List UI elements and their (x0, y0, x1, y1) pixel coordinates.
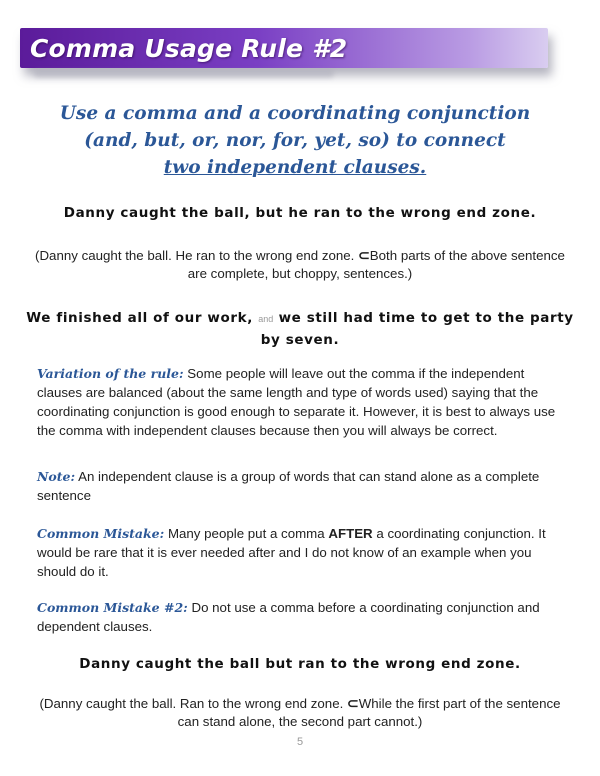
example-3-explanation-after: While the first part of the sentence can stand alone, the second part cannot.) (177, 696, 561, 729)
example-1-explanation-after: Both parts of the above sentence are complete, but choppy, sentences.) (187, 248, 565, 281)
arrow-icon: ⊂ (347, 695, 359, 711)
rule-line-3: two independent clauses. (163, 157, 427, 178)
common-mistake-2-paragraph (37, 598, 567, 636)
common-mistake-2-text: Do not use a comma before a coordinating conjunction and dependent clauses. (37, 600, 540, 634)
example-3-explanation-before: (Danny caught the ball. Ran to the wrong end zone. (39, 696, 347, 711)
common-mistake-text-before: Many people put a comma (164, 526, 329, 541)
note-label: Note: (37, 469, 76, 484)
example-sentence-3: Danny caught the ball but ran to the wrong end zone. (79, 656, 521, 672)
variation-label: Variation of the rule: (37, 366, 184, 381)
variation-paragraph (37, 364, 567, 440)
example-1-explanation-before: (Danny caught the ball. He ran to the wrong end zone. (35, 248, 359, 263)
example-2-conjunction: and (258, 314, 274, 324)
common-mistake-2-label: Common Mistake #2: (37, 600, 188, 615)
rule-line-1: Use a comma and a coordinating conjunction (59, 103, 531, 124)
page-title: Comma Usage Rule #2 (30, 34, 348, 63)
example-3-explanation (30, 694, 570, 731)
note-text: An independent clause is a group of words that can stand alone as a complete sentence (37, 469, 540, 503)
common-mistake-label: Common Mistake: (37, 526, 165, 541)
common-mistake-text-after: a coordinating conjunction. It would be rare that it is ever needed after and I do not know of an example when you should do it. (37, 526, 546, 579)
example-sentence-1: Danny caught the ball, but he ran to the wrong end zone. (63, 205, 537, 221)
common-mistake-emphasis: AFTER (328, 526, 373, 541)
variation-text: Some people will leave out the comma if the independent clauses are balanced (about the same length and type of words used) saying that the coordinating conjunction is good enough to separate it. However, it is best to always use the comma with independent clauses because then you will always be correct. (37, 366, 556, 438)
rule-line-2: (and, but, or, nor, for, yet, so) to connect (84, 130, 506, 151)
note-paragraph (37, 467, 567, 505)
example-sentence-2 (20, 308, 580, 351)
example-2-part-2: we still had time to get to the party by seven. (260, 310, 574, 348)
example-2-part-1: We finished all of our work, (26, 310, 253, 326)
example-1-explanation (30, 246, 570, 283)
common-mistake-paragraph (37, 524, 567, 581)
page-number: 5 (296, 736, 304, 748)
arrow-icon: ⊂ (358, 247, 370, 263)
banner-shadow (34, 70, 334, 78)
rule-statement (40, 100, 550, 181)
